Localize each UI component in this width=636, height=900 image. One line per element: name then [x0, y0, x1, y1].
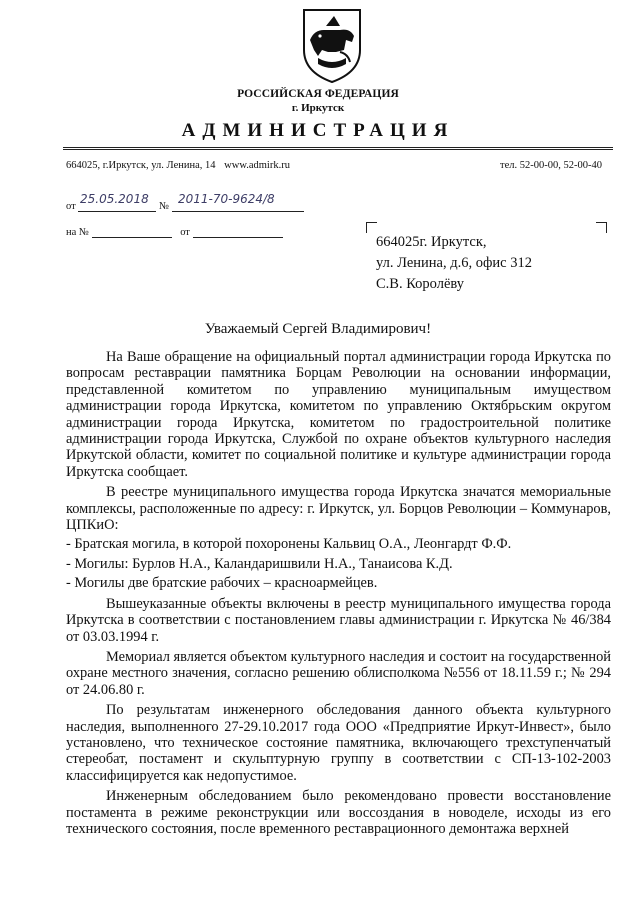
country-name: РОССИЙСКАЯ ФЕДЕРАЦИЯ: [237, 88, 399, 100]
phone-numbers: тел. 52-00-00, 52-00-40: [500, 160, 602, 171]
paragraph-6: Инженерным обследованием было рекомендовано провести восстановление постамента в режиме реконструкции или воссоздания в новоделе, исходы из его технического состояния, после временного реставрационного демонтажа верхней: [66, 788, 611, 837]
address-corner-right: [596, 222, 607, 233]
website-link[interactable]: www.admirk.ru: [224, 160, 290, 171]
on-number-blank: [92, 226, 172, 238]
date-label: от: [66, 201, 76, 212]
city-name: г. Иркутск: [291, 102, 345, 114]
irkutsk-coat-of-arms-icon: [300, 6, 364, 84]
paragraph-4: Мемориал является объектом культурного наследия и состоит на государственной охране местного значения, согласно решению облисполкома №556 от 18.11.59 г.; № 294 от 24.06.80 г.: [66, 648, 611, 698]
letter-body: [66, 349, 611, 837]
paragraph-3: Вышеуказанные объекты включены в реестр муниципального имущества города Иркутска в соответствии с постановлением главы администрации г. Иркутска № 46/384 от 03.03.1994 г.: [66, 595, 611, 645]
salutation: Уважаемый Сергей Владимирович!: [204, 321, 432, 337]
organization-title: АДМИНИСТРАЦИЯ: [181, 120, 455, 141]
from-date-blank: [193, 226, 283, 238]
number-label: №: [158, 201, 169, 212]
paragraph-2: В реестре муниципального имущества города Иркутска значатся мемориальные комплексы, расположенные по адресу: г. Иркутск, ул. Борцов Революции – Коммунаров, ЦПКиО:: [66, 484, 611, 534]
recipient-block: [376, 232, 532, 295]
paragraph-1: На Ваше обращение на официальный портал администрации города Иркутска по вопросам реставрации памятника Борцам Революции на основании информации, представленной комитетом по управлению муниципальным имуществом администрации города Иркутска, комитетом по управлению Октябрьским округом администрации города Иркутска, комитетом по градостроительной политике администрации города Иркутска, Службой по охране объектов культурного наследия Иркутской области, комитет по социальной политике и культуре администрации города Иркутска сообщает.: [66, 349, 611, 480]
incoming-registration: [66, 226, 283, 238]
list-item: - Могилы: Бурлов Н.А., Каландаришвили Н.А., Танаисова К.Д.: [66, 555, 453, 572]
header-divider: [63, 147, 613, 148]
sender-address: [66, 160, 290, 171]
address-text: 664025, г.Иркутск, ул. Ленина, 14: [66, 160, 216, 171]
recipient-name: С.В. Королёву: [376, 276, 464, 292]
handwritten-number: 2011-70-9624/8: [178, 192, 275, 206]
handwritten-date: 25.05.2018: [80, 192, 149, 206]
recipient-street: ул. Ленина, д.6, офис 312: [376, 255, 532, 271]
header-divider-second: [63, 149, 613, 150]
on-number-label: на №: [66, 227, 89, 238]
list-item: - Братская могила, в которой похоронены Кальвиц О.А., Леонгардт Ф.Ф.: [66, 536, 512, 553]
from-date-label: от: [180, 227, 190, 238]
recipient-city: 664025г. Иркутск,: [376, 234, 487, 250]
list-item: - Могилы две братские рабочих – красноармейцев.: [66, 575, 378, 592]
paragraph-5: По результатам инженерного обследования данного объекта культурного наследия, выполненного 27-29.10.2017 года ООО «Предприятие Иркут-Инвест», было установлено, что техническое состояние памятника, включающего трехступенчатый стереобат, постамент и скульптурную группу в соответствии с СП-13-102-2003 классифицируется как недопустимое.: [66, 702, 611, 784]
